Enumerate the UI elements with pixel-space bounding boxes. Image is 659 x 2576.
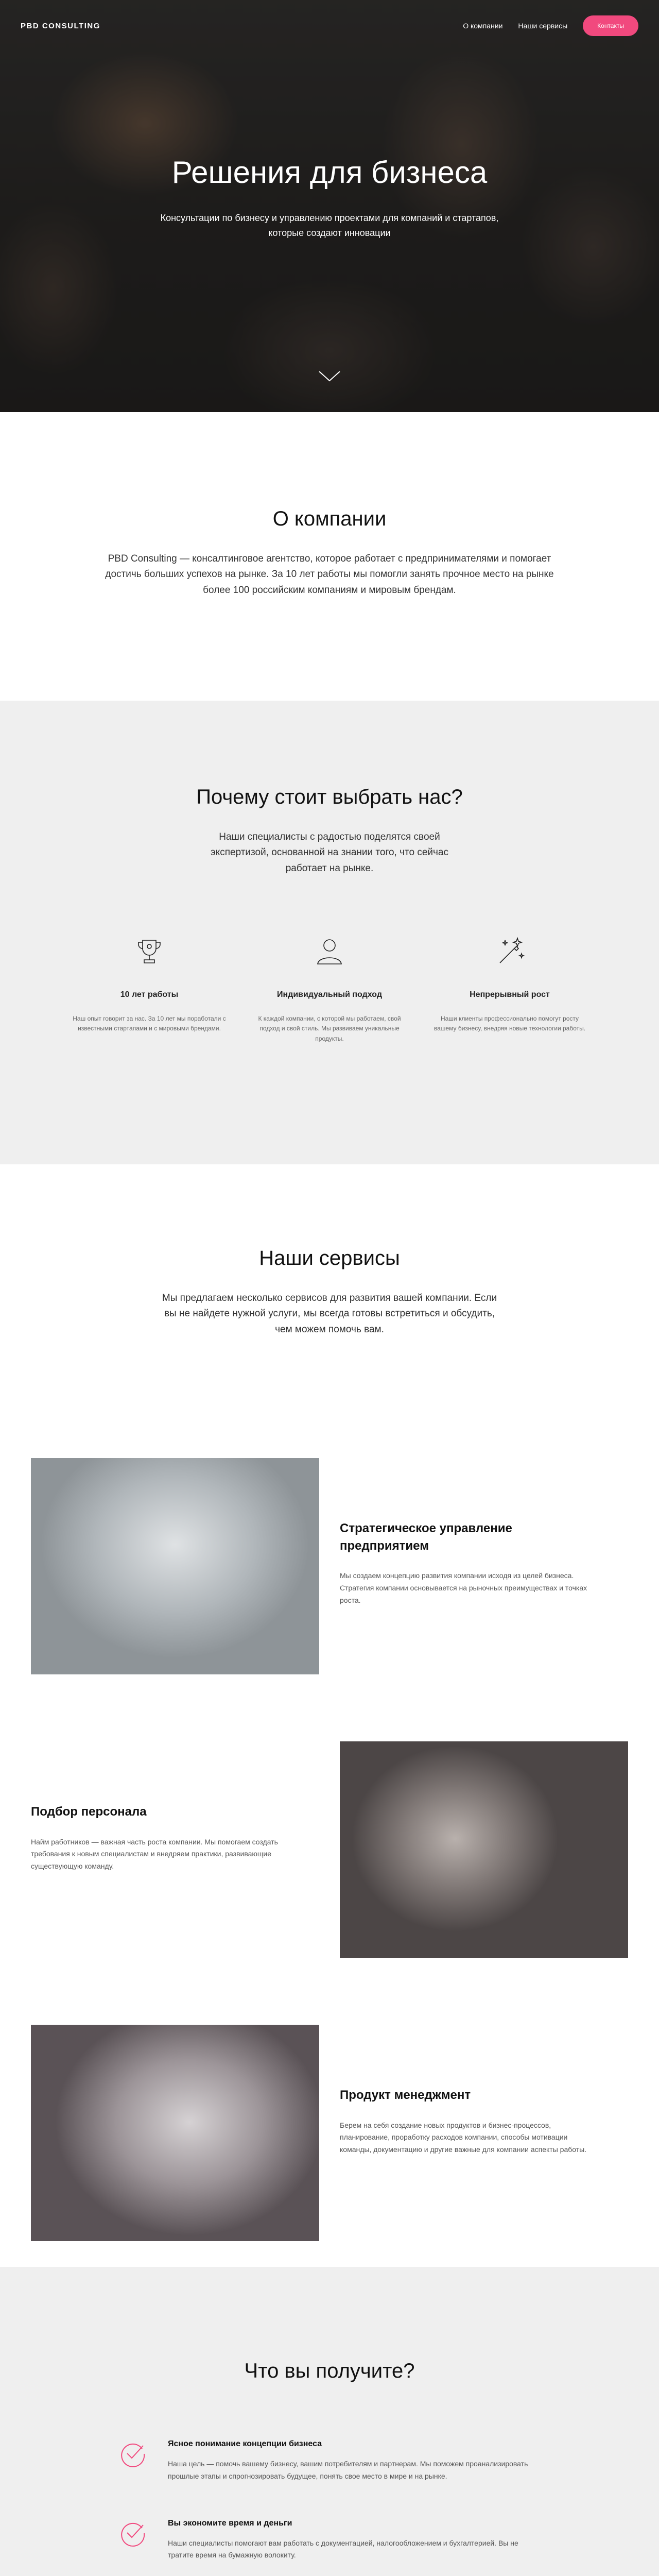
benefits-section <box>0 2267 659 2576</box>
check-circle-icon <box>118 2519 147 2548</box>
services-section <box>0 1164 659 2267</box>
service-image <box>340 1741 628 1958</box>
service-image <box>31 2025 319 2241</box>
nav-links <box>463 15 638 36</box>
service-item <box>0 2025 659 2241</box>
person-icon <box>311 933 348 969</box>
feature-text: К каждой компании, с которой мы работаем, свой подход и свой стиль. Мы развиваем уникальные продукты. <box>258 1015 401 1042</box>
why-lead: Наши специалисты с радостью поделятся своей экспертизой, основанной на знании того, что сейчас работает на рынке. <box>211 832 448 874</box>
about-title: О компании <box>272 507 387 530</box>
benefit-item <box>118 2519 541 2562</box>
about-section <box>0 412 659 701</box>
feature-item <box>432 933 587 1044</box>
magic-wand-icon <box>492 933 528 969</box>
service-text-block <box>31 1803 288 1873</box>
benefit-item <box>118 2439 541 2483</box>
service-image <box>31 1458 319 1674</box>
feature-title: Индивидуальный подход <box>277 990 382 999</box>
features-list <box>72 933 587 1044</box>
service-description: Берем на себя создание новых продуктов и бизнес-процессов, планирование, проработку расходов компании, способы мотивации команды, документацию и другие важные для компании аспекты работы. <box>340 2121 587 2154</box>
feature-item <box>252 933 407 1044</box>
feature-text: Наши клиенты профессионально помогут росту вашему бизнесу, внедряя новые технологии работы. <box>433 1015 586 1032</box>
site-logo[interactable]: PBD CONSULTING <box>21 21 100 30</box>
benefits-title: Что вы получите? <box>244 2360 415 2382</box>
service-title: Продукт менеджмент <box>340 2088 471 2102</box>
check-circle-icon <box>118 2439 147 2468</box>
trophy-icon <box>131 933 167 969</box>
contacts-button[interactable]: Контакты <box>583 15 638 36</box>
service-description: Найм работников — важная часть роста компании. Мы помогаем создать требования к новым специалистам и внедряем практики, развивающие существующую команду. <box>31 1837 278 1871</box>
service-description: Мы создаем концепцию развития компании исходя из целей бизнеса. Стратегия компании основывается на рыночных преимуществах и точках роста. <box>340 1571 587 1604</box>
benefits-list <box>118 2439 541 2576</box>
hero-section <box>0 0 659 412</box>
hero-title: Решения для бизнеса <box>171 155 488 190</box>
nav-link-services[interactable]: Наши сервисы <box>518 22 568 30</box>
benefit-text: Наша цель — помочь вашему бизнесу, вашим потребителям и партнерам. Мы поможем проанализировать прошлые этапы и спрогнозировать будущее, понять свое место в мире и на рынке. <box>168 2460 528 2480</box>
benefit-content <box>168 2519 541 2562</box>
service-text-block <box>340 2087 597 2156</box>
scroll-down-arrow-icon[interactable] <box>317 368 342 384</box>
service-item <box>0 1741 659 1958</box>
feature-item <box>72 933 227 1044</box>
services-lead: Мы предлагаем несколько сервисов для развития вашей компании. Если вы не найдете нужной услуги, мы всегда готовы встретиться и обсудить, чем можем помочь вам. <box>162 1293 497 1335</box>
service-title: Подбор персонала <box>31 1805 147 1819</box>
service-item <box>0 1458 659 1674</box>
hero-content <box>0 155 659 241</box>
feature-title: 10 лет работы <box>120 990 179 999</box>
why-title: Почему стоит выбрать нас? <box>196 786 463 808</box>
benefit-text: Наши специалисты помогают вам работать с документацией, налогообложением и бухгалтерией. Вы не тратите время на бумажную волокиту. <box>168 2538 518 2560</box>
why-section <box>0 701 659 1164</box>
feature-title: Непрерывный рост <box>470 990 550 999</box>
services-title: Наши сервисы <box>259 1247 400 1269</box>
benefit-content <box>168 2439 541 2483</box>
hero-subtitle: Консультации по бизнесу и управлению проектами для компаний и стартапов, которые создают инновации <box>160 213 499 238</box>
nav-link-about[interactable]: О компании <box>463 22 503 30</box>
top-navigation <box>0 0 659 52</box>
about-text: PBD Consulting — консалтинговое агентство, которое работает с предпринимателями и помогает достичь больших успехов на рынке. За 10 лет работы мы помогли занять прочное место на рынке более 100 российским компаниям и мировым брендам. <box>105 553 554 596</box>
feature-text: Наш опыт говорит за нас. За 10 лет мы поработали с известными стартапами и с мировыми брендами. <box>73 1015 226 1032</box>
benefit-title: Ясное понимание концепции бизнеса <box>168 2439 322 2448</box>
benefit-title: Вы экономите время и деньги <box>168 2518 292 2528</box>
service-title: Стратегическое управление предприятием <box>340 1521 512 1553</box>
service-text-block <box>340 1520 597 1607</box>
